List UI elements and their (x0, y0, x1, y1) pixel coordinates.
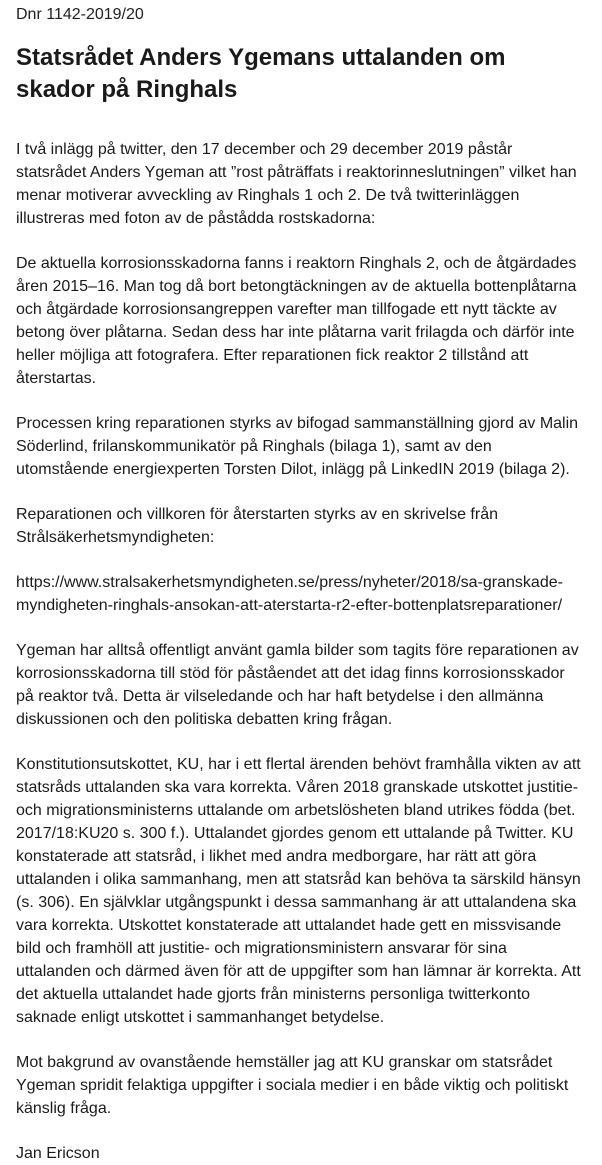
paragraph-ssm-url: https://www.stralsakerhetsmyndigheten.se/press/nyheter/2018/sa-granskade-myndigheten-ringhals-ansokan-att-aterstarta-r2-efter-bottenplatsreparationer/ (16, 574, 563, 614)
paragraph-ku-precedent: Konstitutionsutskottet, KU, har i ett flertal ärenden behövt framhålla vikten av att statsråds uttalanden ska vara korrekta. Våren 2018 granskade utskottet justitie- och migrationsministerns uttalande om arbetslösheten bland utrikes födda (bet. 2017/18:KU20 s. 300 f.). Uttalandet gjordes genom ett uttalande på Twitter. KU konstaterade att statsråd, i likhet med andra medborgare, har rätt att göra uttalanden i olika sammanhang, men att statsråd kan behöva ta särskild hänsyn (s. 306). En självklar utgångspunkt i dessa sammanhang är att uttalandena ska vara korrekta. Utskottet konstaterade att uttalandet hade gett en missvisande bild och framhöll att justitie- och migrationsministern ansvarar för sina uttalanden och därmed även för att de uppgifter som han lämnar är korrekta. Att det aktuella uttalandet hade gjorts från ministerns personliga twitterkonto saknade enligt utskottet i sammanhanget betydelse. (16, 756, 581, 1026)
document-reference-number: Dnr 1142-2019/20 (16, 6, 144, 23)
document-title: Statsrådet Anders Ygemans uttalanden om skador på Ringhals (16, 44, 506, 103)
paragraph-process-evidence: Processen kring reparationen styrks av bifogad sammanställning gjord av Malin Söderlind, frilanskommunikatör på Ringhals (bilaga 1), samt av den utomstående energiexperten Torsten Dilot, inlägg på LinkedIN 2019 (bilaga 2). (16, 415, 579, 478)
signature: Jan Ericson (16, 1145, 100, 1162)
paragraph-request: Mot bakgrund av ovanstående hemställer jag att KU granskar om statsrådet Ygeman spridit felaktiga uppgifter i sociala medier i en både viktig och politiskt känslig fråga. (16, 1054, 569, 1117)
paragraph-misleading-claim: Ygeman har alltså offentligt använt gamla bilder som tagits före reparationen av korrosionsskadorna till stöd för påståendet att det idag finns korrosionsskador på reaktor två. Detta är vilseledande och har haft betydelse i den allmänna diskussionen och den politiska debatten kring frågan. (16, 642, 579, 728)
document-body (16, 138, 586, 1165)
paragraph-twitter-posts: I två inlägg på twitter, den 17 december och 29 december 2019 påstår statsrådet Anders Ygeman att ”rost påträffats i reaktorinneslutningen” vilket han menar motiverar avveckling av Ringhals 1 och 2. De två twitterinläggen illustreras med foton av de påstådda rostskadorna: (16, 141, 577, 227)
paragraph-corrosion-repair: De aktuella korrosionsskadorna fanns i reaktorn Ringhals 2, och de åtgärdades åren 2015–16. Man tog då bort betongtäckningen av de aktuella bottenplåtarna och åtgärdade korrosionsangreppen varefter man tillfogade ett nytt täckte av betong över plåtarna. Sedan dess har inte plåtarna varit frilagda och därför inte heller möjliga att fotografera. Efter reparationen fick reaktor 2 tillstånd att återstartas. (16, 255, 577, 387)
paragraph-ssm-statement: Reparationen och villkoren för återstarten styrks av en skrivelse från Strålsäkerhetsmyndigheten: (16, 506, 498, 546)
